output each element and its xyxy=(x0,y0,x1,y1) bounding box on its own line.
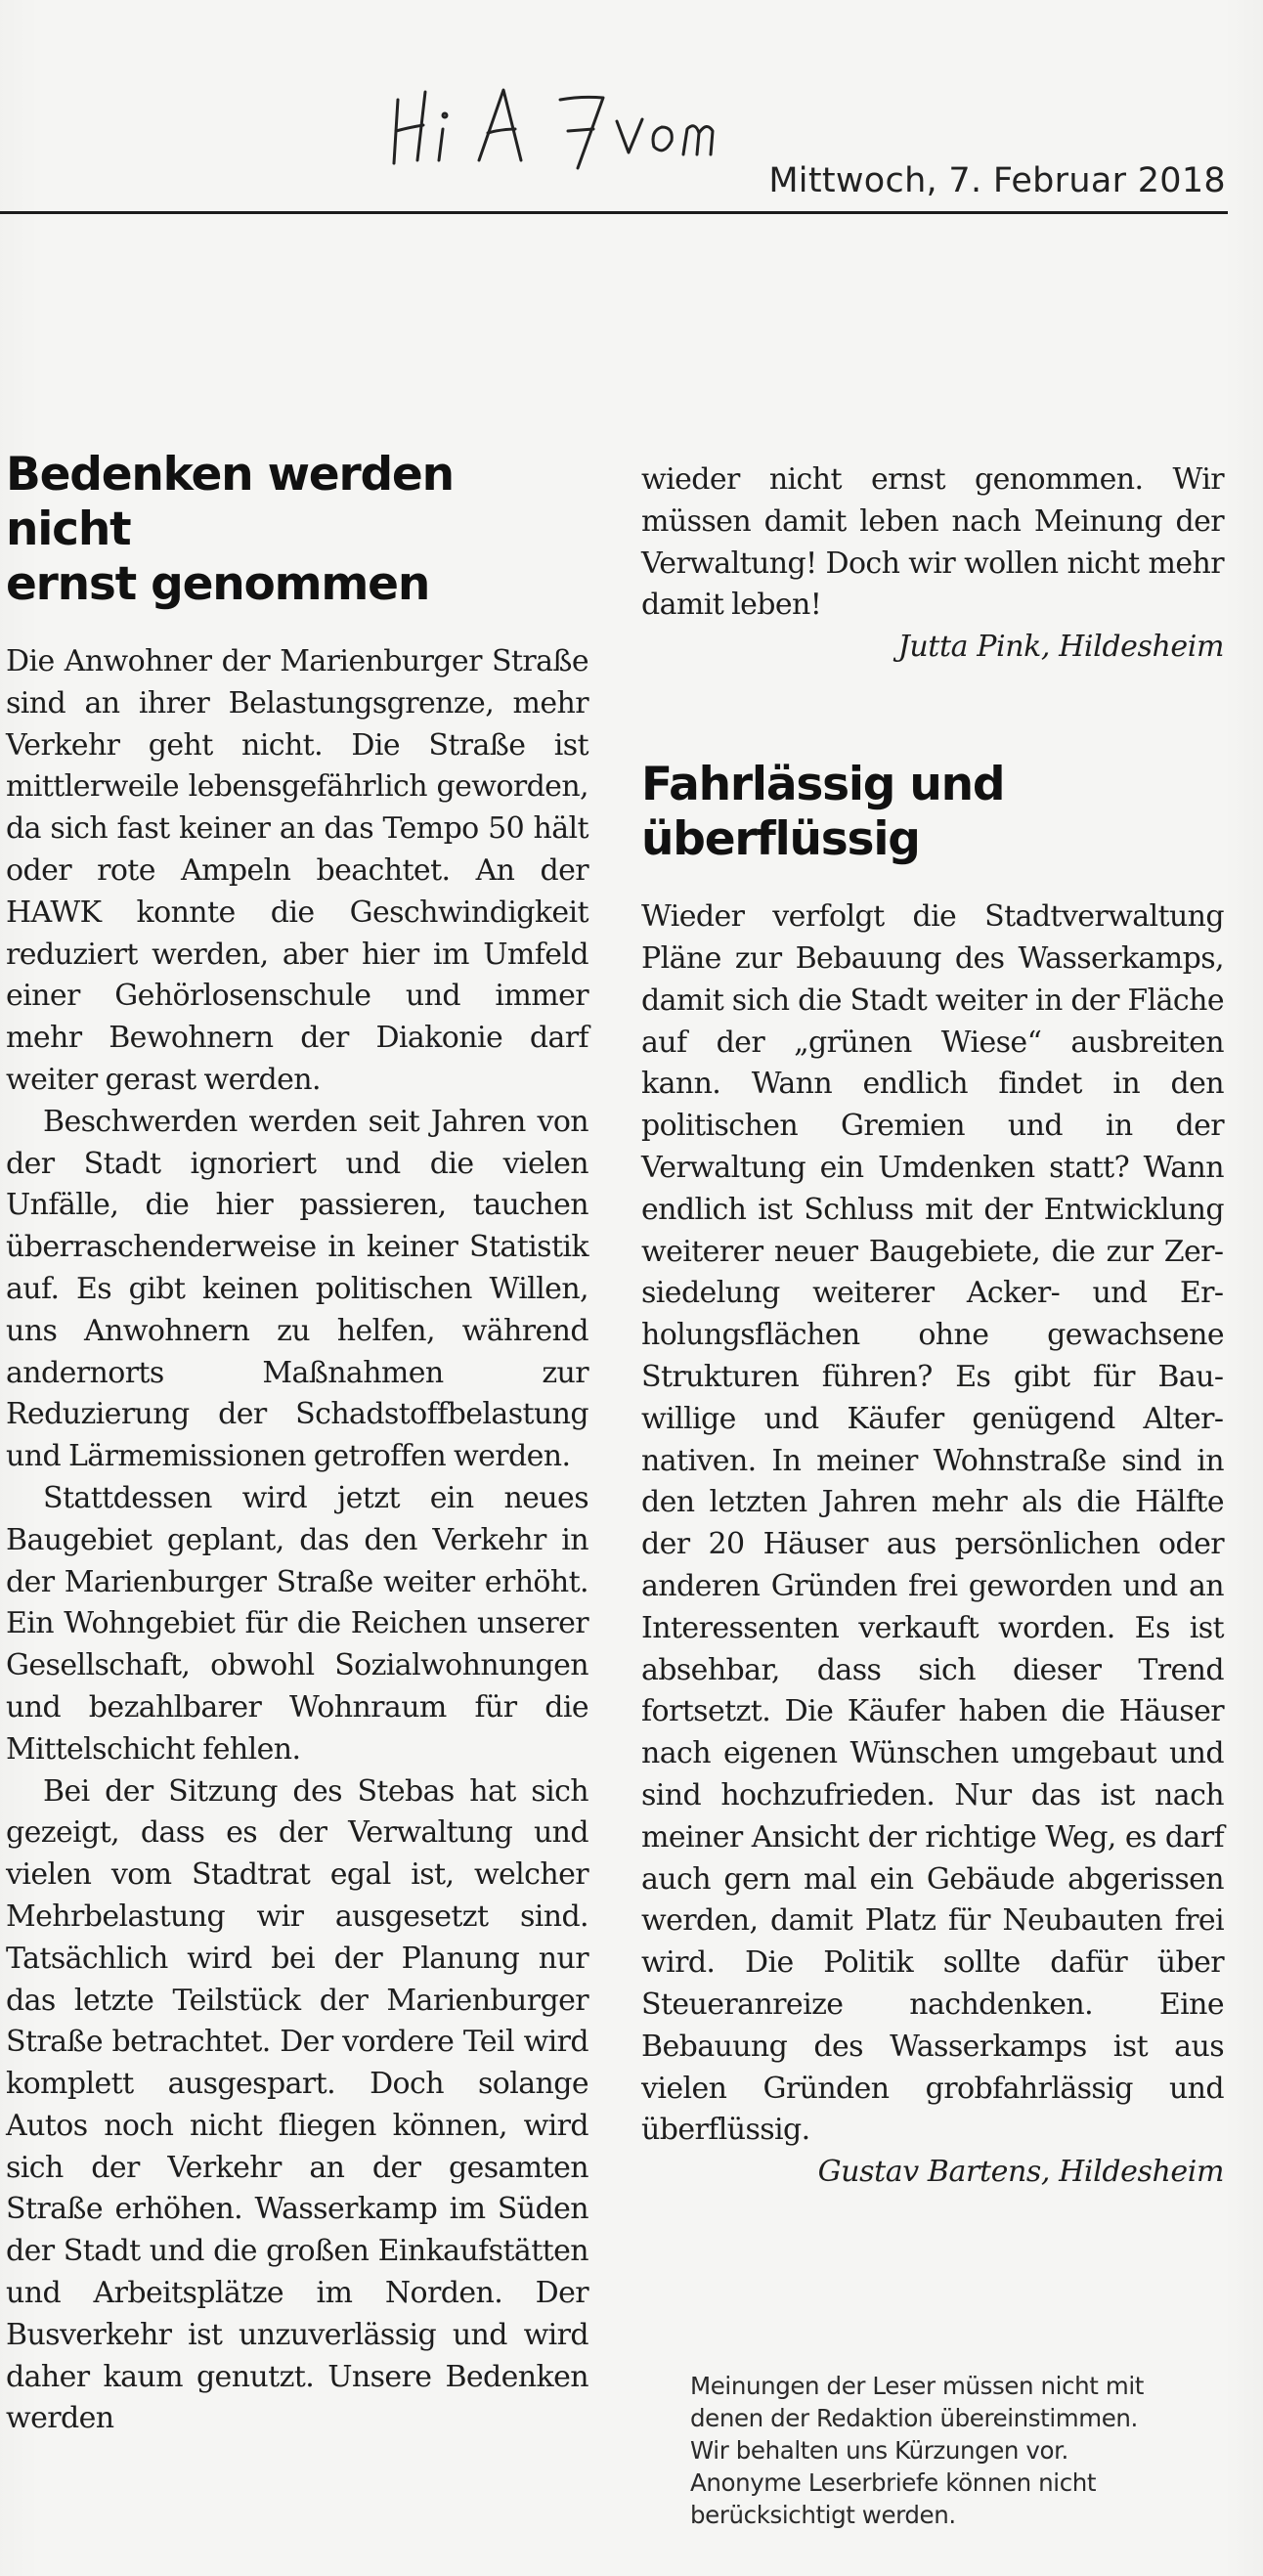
letter-1-headline xyxy=(6,448,588,612)
letter-2-headline xyxy=(641,758,1224,867)
letter-2-signature: Gustav Bartens, Hildesheim xyxy=(817,2155,1224,2190)
letter-1-headline-line2: ernst genommen xyxy=(6,557,430,611)
letter-1-headline-line1: Bedenken werden nicht xyxy=(6,448,454,556)
editorial-note-line: berücksichtigt werden. xyxy=(690,2501,956,2529)
letter-1-body xyxy=(6,641,588,2440)
letter-1-paragraph: Bei der Sitzung des Stebas hat sich gezeigt, dass es der Verwaltung und vielen vom Stadtrat egal ist, welcher Mehrbelastung wir ausgesetzt sind. Tatsächlich wird bei der Planung nur das letzte Teilstück der Marienburger Straße betrachtet. Der vordere Teil wird komplett ausgespart. Doch solange Autos noch nicht fliegen können, wird sich der Verkehr an der gesamten Straße erhöhen. Wasserkamp im Süden der Stadt und die großen Einkaufstätten und Arbeitsplätze im Norden. Der Busverkehr ist unzuverlässig und wird daher kaum genutzt. Unsere Bedenken werden xyxy=(6,1773,588,2436)
letter-1-signature: Jutta Pink, Hildesheim xyxy=(897,630,1224,665)
letter-2-headline-line2: überflüssig xyxy=(641,812,920,867)
header-rule xyxy=(0,211,1228,214)
letter-2-headline-line1: Fahrlässig und xyxy=(641,758,1005,812)
left-column xyxy=(6,448,588,2440)
letter-1-continuation xyxy=(641,459,1224,627)
editorial-note-line: denen der Redaktion übereinstimmen. xyxy=(690,2404,1138,2432)
handwritten-annotation xyxy=(386,70,728,178)
page-dateline: Mittwoch, 7. Februar 2018 xyxy=(768,161,1226,200)
editorial-note-line: Anonyme Leserbriefe können nicht xyxy=(690,2468,1097,2497)
editorial-note xyxy=(690,2370,1218,2531)
editorial-note-line: Wir behalten uns Kürzungen vor. xyxy=(690,2436,1068,2465)
letter-1-paragraph: Beschwerden werden seit Jahren von der Stadt ignoriert und die vielen Unfälle, die hier passieren, tauchen überraschenderweise in keiner Statistik auf. Es gibt keinen politischen Willen, uns Anwohnern zu helfen, während andernorts Maßnahmen zur Reduzierung der Schadstoffbelastung und Lärmemissionen getroffen werden. xyxy=(6,1104,588,1474)
letter-1-paragraph: Stattdessen wird jetzt ein neues Baugebiet geplant, das den Verkehr in der Marienburger Straße weiter erhöht. Ein Wohngebiet für die Reichen unserer Gesellschaft, obwohl Sozialwohnungen und bezahlbarer Wohnraum für die Mittelschicht fehlen. xyxy=(6,1480,588,1767)
right-column xyxy=(641,459,1224,2193)
editorial-note-line: Meinungen der Leser müssen nicht mit xyxy=(690,2372,1144,2400)
letter-2-body xyxy=(641,896,1224,2152)
letter-2-paragraph: Wieder verfolgt die Stadtverwaltung Pläne zur Bebauung des Wasserkamps, damit sich die Stadt weiter in der Fläche auf der „grünen Wiese“ ausbreiten kann. Wann endlich findet in den politischen Gremien und in der Verwaltung ein Umdenken statt? Wann endlich ist Schluss mit der Entwicklung weiterer neuer Baugebiete, die zur Zersiedelung weiterer Acker- und Erholungsflächen ohne gewachsene Strukturen führen? Es gibt für Bauwillige und Käufer genügend Alternativen. In meiner Wohnstraße sind in den letzten Jahren mehr als die Hälfte der 20 Häuser aus persönlichen oder anderen Gründen frei geworden und an Interessenten verkauft worden. Es ist absehbar, dass sich dieser Trend fortsetzt. Die Käufer haben die Häuser nach eigenen Wünschen umgebaut und sind hochzufrieden. Nur das ist nach meiner Ansicht der richtige Weg, es darf auch gern mal ein Gebäude abgerissen werden, damit Platz für Neubauten frei wird. Die Politik sollte dafür über Steueranreize nachdenken. Eine Bebauung des Wasserkamps ist aus vielen Gründen grobfahrlässig und überflüssig. xyxy=(641,899,1224,2148)
letter-1-continuation-text: wieder nicht ernst genommen. Wir müssen damit leben nach Meinung der Verwaltung! Doch wir wollen nicht mehr damit leben! xyxy=(641,462,1224,623)
letter-1-paragraph: Die Anwohner der Marienburger Straße sind an ihrer Belastungsgrenze, mehr Verkehr geht nicht. Die Straße ist mittlerweile lebensgefährlich geworden, da sich fast keiner an das Tempo 50 hält oder rote Ampeln beachtet. An der HAWK konnte die Geschwindigkeit reduziert werden, aber hier im Umfeld einer Gehörlosenschule und immer mehr Bewohnern der Diakonie darf weiter gerast werden. xyxy=(6,644,588,1097)
